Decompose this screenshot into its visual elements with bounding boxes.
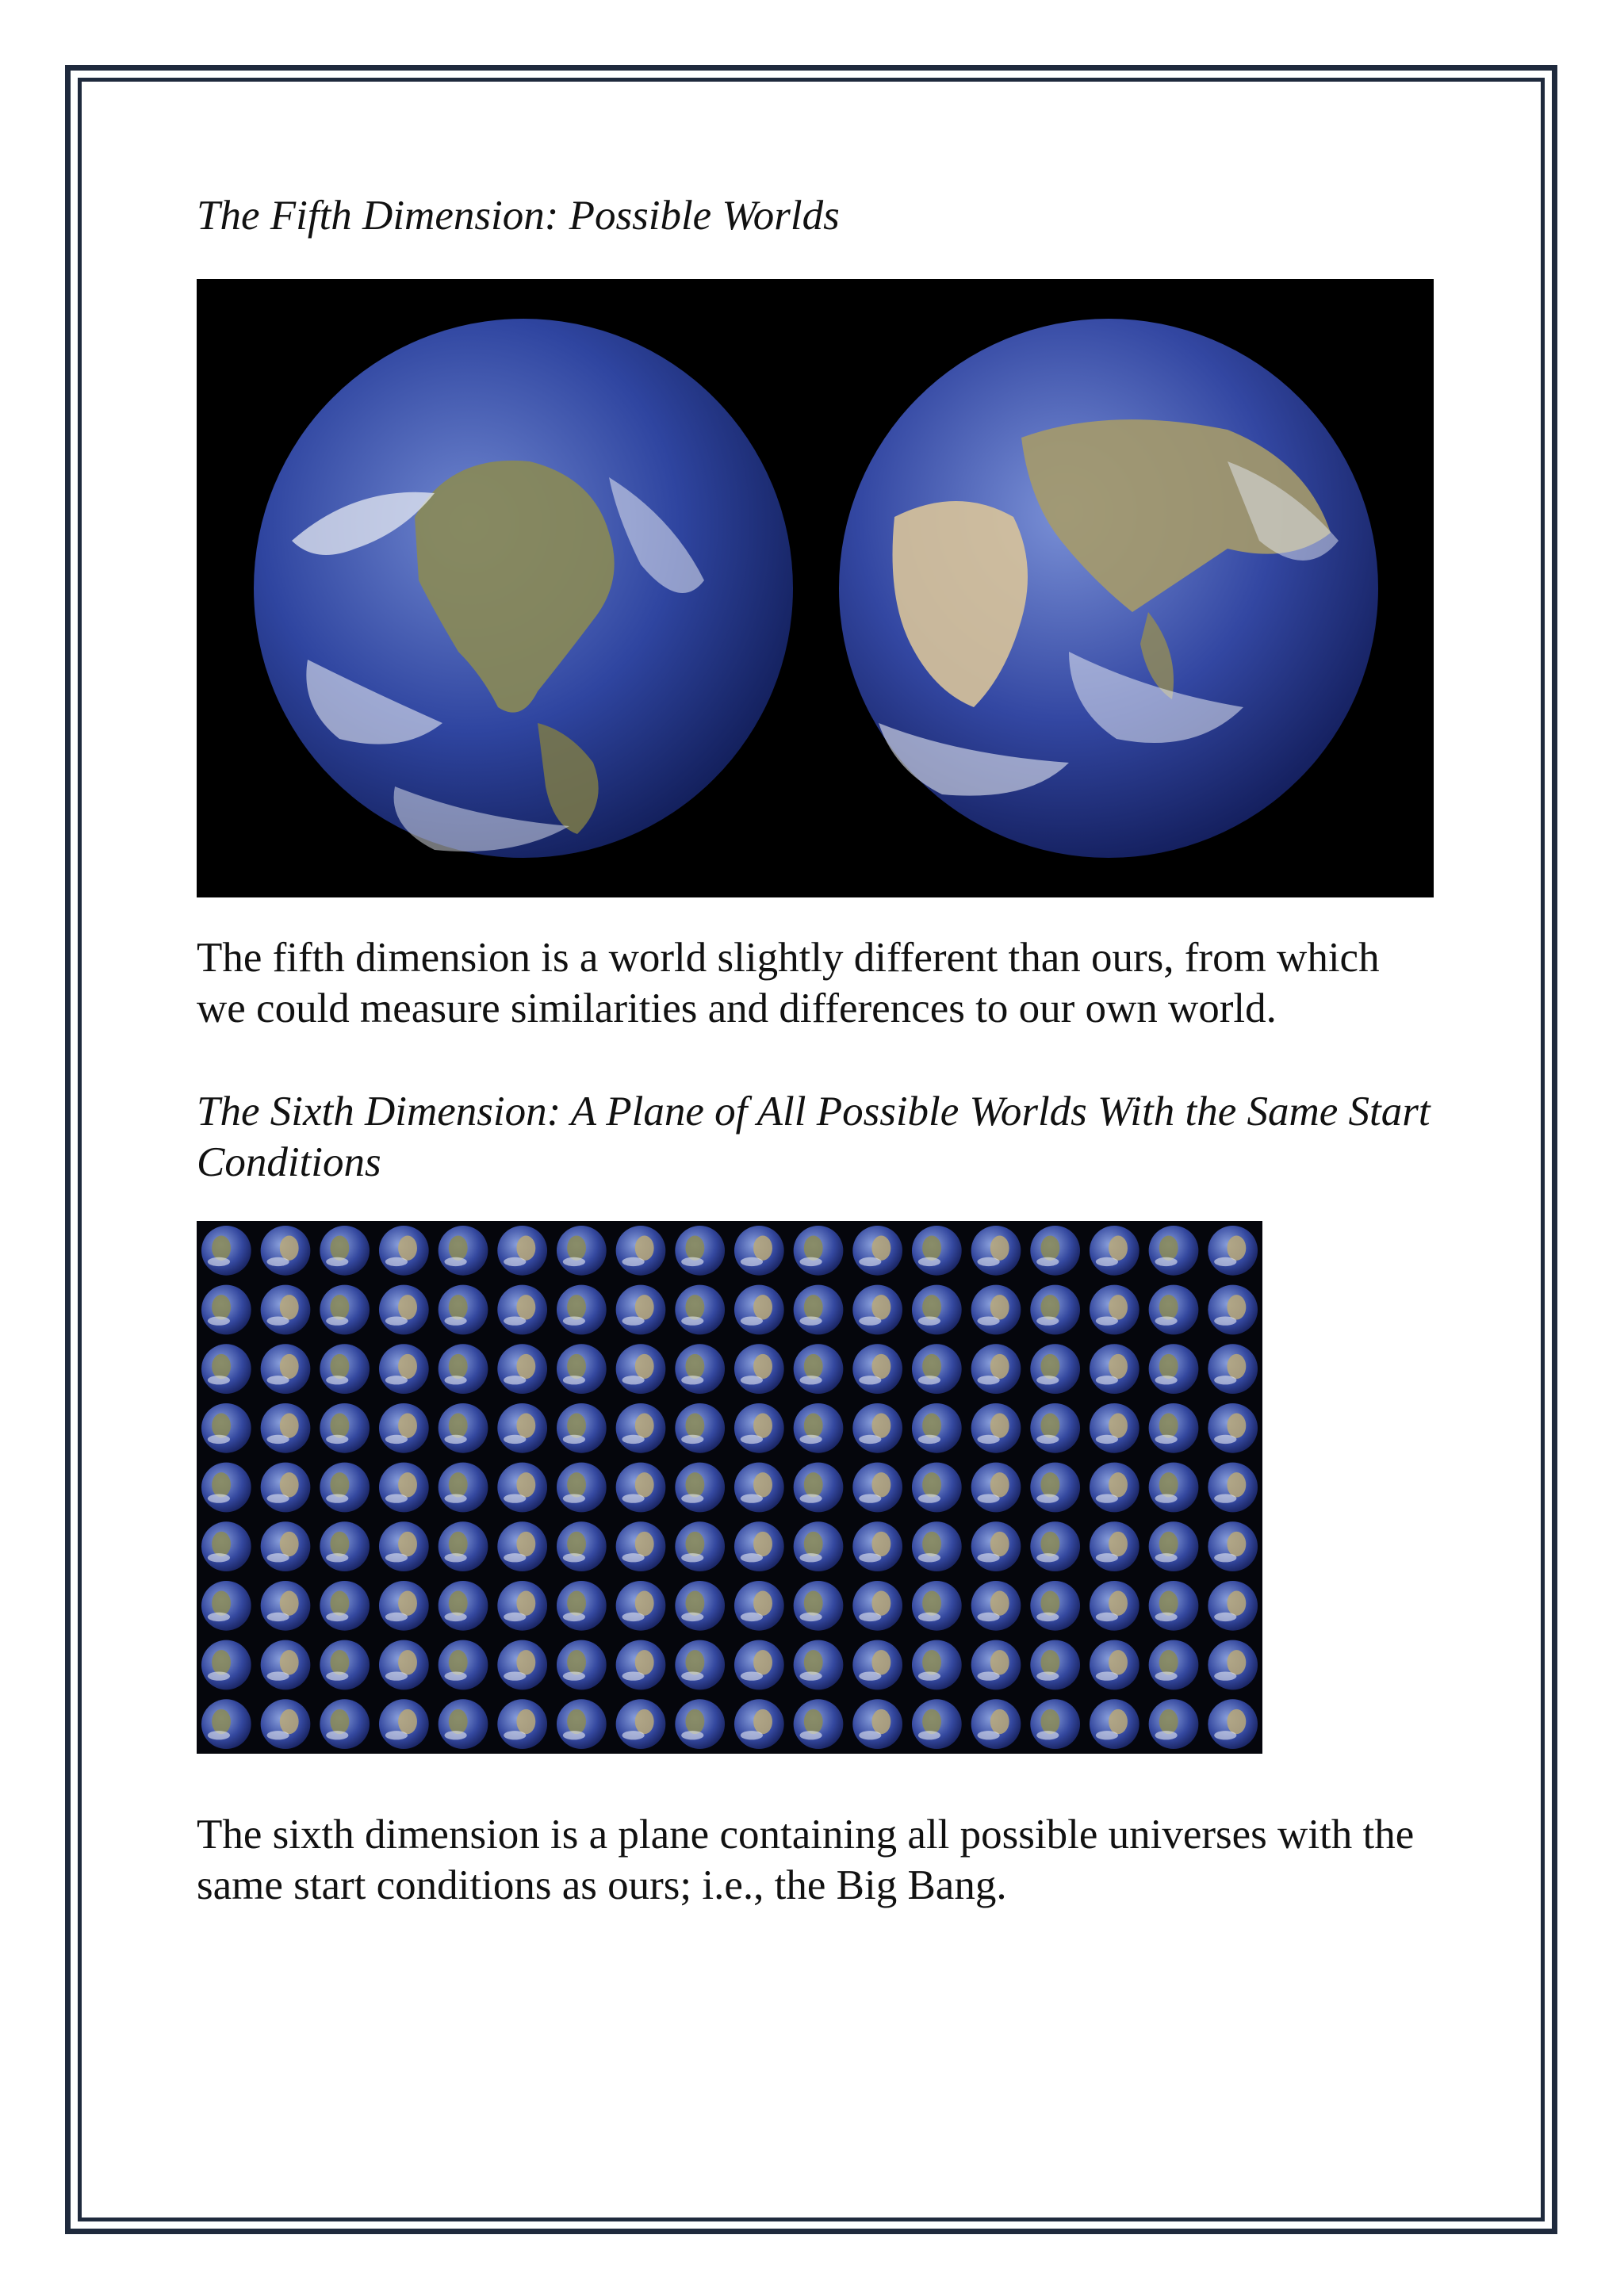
mini-earth (1030, 1581, 1080, 1631)
mini-earth (1149, 1699, 1199, 1749)
mini-earth (497, 1640, 547, 1690)
mini-earth (439, 1640, 488, 1690)
mini-earth (261, 1521, 311, 1571)
paragraph-sixth-dimension: The sixth dimension is a plane containing all possible universes with the same start conditions as ours; i.e., the Big Bang. (197, 1812, 1415, 1908)
mini-earth (1149, 1285, 1199, 1335)
mini-earth (261, 1640, 311, 1690)
mini-earth (734, 1285, 784, 1335)
mini-earth (912, 1463, 962, 1513)
mini-earth (320, 1699, 370, 1749)
mini-earth (497, 1285, 547, 1335)
mini-earth (497, 1463, 547, 1513)
mini-earth (497, 1699, 547, 1749)
mini-earth (557, 1581, 607, 1631)
mini-earth (1149, 1403, 1199, 1453)
mini-earth (379, 1699, 429, 1749)
mini-earth (201, 1581, 251, 1631)
mini-earth (852, 1463, 902, 1513)
mini-earth (734, 1403, 784, 1453)
mini-earth (852, 1640, 902, 1690)
mini-earth (201, 1640, 251, 1690)
mini-earth (971, 1581, 1021, 1631)
mini-earth (734, 1581, 784, 1631)
mini-earth (1208, 1403, 1258, 1453)
mini-earth (794, 1285, 844, 1335)
mini-earth (912, 1521, 962, 1571)
mini-earth (1149, 1581, 1199, 1631)
mini-earth (261, 1463, 311, 1513)
mini-earth (1208, 1463, 1258, 1513)
mini-earth (1030, 1344, 1080, 1394)
mini-earth (557, 1226, 607, 1276)
earth-americas (254, 319, 793, 858)
mini-earth (557, 1521, 607, 1571)
mini-earth (320, 1521, 370, 1571)
mini-earth (497, 1581, 547, 1631)
mini-earth (201, 1699, 251, 1749)
mini-earth (1090, 1344, 1139, 1394)
mini-earth (971, 1344, 1021, 1394)
mini-earth (497, 1226, 547, 1276)
mini-earth (1149, 1344, 1199, 1394)
mini-earth (557, 1403, 607, 1453)
mini-earth (1208, 1699, 1258, 1749)
mini-earth (971, 1285, 1021, 1335)
mini-earth (616, 1640, 666, 1690)
mini-earth (201, 1285, 251, 1335)
mini-earth (616, 1581, 666, 1631)
mini-earth (1030, 1285, 1080, 1335)
mini-earth (439, 1226, 488, 1276)
mini-earth (794, 1463, 844, 1513)
mini-earth (616, 1344, 666, 1394)
mini-earth (616, 1226, 666, 1276)
mini-earth (1208, 1285, 1258, 1335)
mini-earth (1208, 1581, 1258, 1631)
mini-earth (675, 1521, 725, 1571)
mini-earth (379, 1521, 429, 1571)
mini-earth (734, 1226, 784, 1276)
mini-earth (261, 1403, 311, 1453)
mini-earth (912, 1581, 962, 1631)
mini-earth (379, 1285, 429, 1335)
mini-earth (497, 1344, 547, 1394)
mini-earth (675, 1463, 725, 1513)
mini-earth (794, 1521, 844, 1571)
mini-earth (971, 1699, 1021, 1749)
mini-earth (261, 1699, 311, 1749)
mini-earth (1208, 1344, 1258, 1394)
mini-earth (1090, 1521, 1139, 1571)
mini-earth (557, 1640, 607, 1690)
mini-earth (912, 1285, 962, 1335)
mini-earth (616, 1463, 666, 1513)
mini-earth (616, 1521, 666, 1571)
mini-earth (675, 1226, 725, 1276)
mini-earth (379, 1640, 429, 1690)
mini-earth (734, 1640, 784, 1690)
mini-earth (675, 1403, 725, 1453)
mini-earth (261, 1226, 311, 1276)
mini-earth (1208, 1226, 1258, 1276)
mini-earth (912, 1699, 962, 1749)
mini-earth (1090, 1226, 1139, 1276)
mini-earth (1030, 1640, 1080, 1690)
mini-earth (439, 1344, 488, 1394)
mini-earth (616, 1699, 666, 1749)
mini-earth (1030, 1403, 1080, 1453)
mini-earth (1208, 1640, 1258, 1690)
mini-earth (439, 1285, 488, 1335)
mini-earth (201, 1403, 251, 1453)
mini-earth (1090, 1285, 1139, 1335)
mini-earth (1030, 1226, 1080, 1276)
mini-earth (734, 1521, 784, 1571)
mini-earth (379, 1581, 429, 1631)
mini-earth (320, 1344, 370, 1394)
mini-earth (261, 1344, 311, 1394)
mini-earth (794, 1226, 844, 1276)
mini-earth (497, 1521, 547, 1571)
mini-earth (971, 1403, 1021, 1453)
mini-earth (1030, 1521, 1080, 1571)
mini-earth (852, 1521, 902, 1571)
mini-earth (201, 1226, 251, 1276)
mini-earth (616, 1285, 666, 1335)
mini-earth (675, 1581, 725, 1631)
mini-earth (675, 1344, 725, 1394)
mini-earth (439, 1403, 488, 1453)
mini-earth (320, 1285, 370, 1335)
mini-earth (320, 1463, 370, 1513)
mini-earth (794, 1581, 844, 1631)
mini-earth (320, 1403, 370, 1453)
mini-earth (912, 1640, 962, 1690)
mini-earth (971, 1521, 1021, 1571)
mini-earth (852, 1285, 902, 1335)
earth-grid-photo (197, 1221, 1262, 1754)
mini-earth (912, 1226, 962, 1276)
mini-earth (320, 1226, 370, 1276)
mini-earth (379, 1463, 429, 1513)
mini-earth (1149, 1226, 1199, 1276)
mini-earth (201, 1521, 251, 1571)
mini-earth (1090, 1699, 1139, 1749)
mini-earth (1090, 1640, 1139, 1690)
mini-earth (557, 1699, 607, 1749)
mini-earth (852, 1581, 902, 1631)
mini-earth (1149, 1463, 1199, 1513)
mini-earth (1149, 1521, 1199, 1571)
mini-earth (794, 1640, 844, 1690)
mini-earth (616, 1403, 666, 1453)
heading-sixth-dimension: The Sixth Dimension: A Plane of All Possible Worlds With the Same Start Conditions (197, 1089, 1431, 1185)
mini-earth (1030, 1699, 1080, 1749)
mini-earth (497, 1403, 547, 1453)
mini-earth (1090, 1463, 1139, 1513)
mini-earth (675, 1285, 725, 1335)
mini-earth (675, 1640, 725, 1690)
mini-earth (557, 1344, 607, 1394)
earth-africa-asia (839, 319, 1378, 858)
mini-earth (320, 1640, 370, 1690)
mini-earth (261, 1285, 311, 1335)
heading-fifth-dimension: The Fifth Dimension: Possible Worlds (197, 193, 840, 239)
two-earths-photo (197, 279, 1434, 897)
mini-earth (1149, 1640, 1199, 1690)
mini-earth (201, 1344, 251, 1394)
mini-earth (912, 1403, 962, 1453)
mini-earth (912, 1344, 962, 1394)
mini-earth (320, 1581, 370, 1631)
mini-earth (971, 1640, 1021, 1690)
mini-earth (379, 1226, 429, 1276)
mini-earth (794, 1403, 844, 1453)
mini-earth (971, 1463, 1021, 1513)
mini-earth (852, 1403, 902, 1453)
mini-earth (439, 1699, 488, 1749)
mini-earth (439, 1581, 488, 1631)
mini-earth (852, 1344, 902, 1394)
mini-earth (734, 1463, 784, 1513)
mini-earth (261, 1581, 311, 1631)
mini-earth (1090, 1581, 1139, 1631)
paragraph-fifth-dimension: The fifth dimension is a world slightly different than ours, from which we could measure similarities and differences to our own world. (197, 935, 1380, 1031)
mini-earth (852, 1226, 902, 1276)
mini-earth (971, 1226, 1021, 1276)
mini-earth (734, 1699, 784, 1749)
mini-earth (1208, 1521, 1258, 1571)
mini-earth (675, 1699, 725, 1749)
mini-earth (557, 1463, 607, 1513)
mini-earth (379, 1344, 429, 1394)
mini-earth (201, 1463, 251, 1513)
mini-earth (794, 1344, 844, 1394)
mini-earth (379, 1403, 429, 1453)
mini-earth (439, 1521, 488, 1571)
mini-earth (1030, 1463, 1080, 1513)
mini-earth (557, 1285, 607, 1335)
mini-earth (439, 1463, 488, 1513)
mini-earth (852, 1699, 902, 1749)
mini-earth (1090, 1403, 1139, 1453)
mini-earth (734, 1344, 784, 1394)
mini-earth (794, 1699, 844, 1749)
